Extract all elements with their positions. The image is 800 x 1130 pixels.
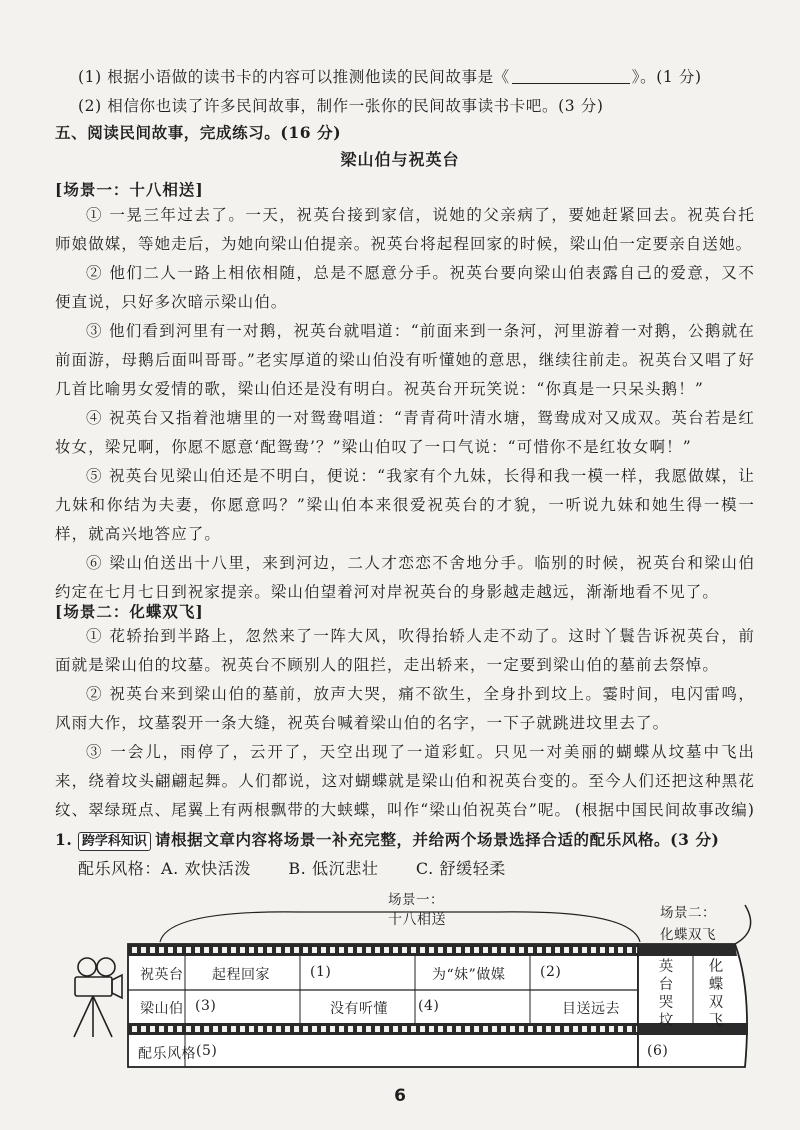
sprocket-hole [231, 1026, 236, 1032]
sprocket-hole [285, 947, 290, 953]
interdisciplinary-badge: 跨学科知识 [78, 832, 151, 851]
music-option-a[interactable]: A. 欢快活泼 [161, 859, 251, 878]
sprocket-hole [177, 947, 182, 953]
sprocket-hole [240, 1026, 245, 1032]
sprocket-hole [429, 947, 434, 953]
source-note: (根据中国民间故事改编) [574, 801, 755, 819]
scene1-paragraph: ⑤ 祝英台见梁山伯还是不明白，便说：“我家有个九妹，长得和我一模一样，我愿做媒，让九妹和你结为夫妻，你愿意吗？”梁山伯本来很爱祝英台的才貌，一听说九妹和她生得一模一样，就高兴地答应了。 [55, 467, 755, 543]
sprocket-hole [141, 1026, 146, 1032]
question-1-text: (1) 根据小语做的读书卡的内容可以推测他读的民间故事是《 [78, 68, 510, 86]
sprocket-hole [447, 1026, 452, 1032]
sprocket-hole [375, 947, 380, 953]
sprocket-hole [321, 947, 326, 953]
sprocket-hole [609, 1026, 614, 1032]
sprocket-hole [582, 1026, 587, 1032]
scene2-col1-text: 英台哭坟 [658, 959, 674, 1029]
sprocket-hole [285, 1026, 290, 1032]
sprocket-hole [195, 1026, 200, 1032]
sprocket-hole [195, 947, 200, 953]
scene1-title: 场景一： [388, 892, 444, 908]
sprocket-hole [330, 1026, 335, 1032]
sprocket-hole [267, 947, 272, 953]
sprocket-hole [186, 947, 191, 953]
sprocket-hole [582, 947, 587, 953]
answer-blank-3[interactable]: (3) [195, 998, 217, 1014]
sprocket-hole [564, 947, 569, 953]
sprocket-hole [465, 1026, 470, 1032]
music-options-label: 配乐风格： [78, 859, 162, 878]
sprocket-hole [492, 1026, 497, 1032]
scene2-col2-text: 化蝶双飞 [708, 959, 724, 1029]
sprocket-hole [402, 947, 407, 953]
sprocket-hole [528, 947, 533, 953]
sprocket-hole [150, 1026, 155, 1032]
sprocket-hole [600, 1026, 605, 1032]
cell-row2-col2: 没有听懂 [330, 1001, 388, 1017]
sprocket-hole [573, 947, 578, 953]
sprocket-hole [510, 947, 515, 953]
sprocket-hole [456, 947, 461, 953]
sprocket-hole [267, 1026, 272, 1032]
cell-row2-col4: 目送远去 [562, 1001, 620, 1017]
sprocket-hole [366, 947, 371, 953]
sprocket-hole [393, 1026, 398, 1032]
question-1-suffix: 》。(1 分) [631, 68, 702, 86]
sprocket-hole [519, 1026, 524, 1032]
sprocket-hole [564, 1026, 569, 1032]
sprocket-hole [420, 1026, 425, 1032]
sprocket-hole [627, 1026, 632, 1032]
sprocket-hole [591, 1026, 596, 1032]
cell-zhu-yingtai: 祝英台 [140, 967, 184, 983]
sprocket-hole [213, 947, 218, 953]
sprocket-hole [213, 1026, 218, 1032]
sprocket-hole [222, 947, 227, 953]
answer-blank-4[interactable]: (4) [418, 998, 440, 1014]
sprocket-hole [276, 947, 281, 953]
sprocket-hole [438, 947, 443, 953]
sprocket-hole [339, 947, 344, 953]
sprocket-hole [177, 1026, 182, 1032]
scene1-paragraph: ④ 祝英台又指着池塘里的一对鸳鸯唱道：“青青荷叶清水塘，鸳鸯成对又成双。英台若是红妆女，梁兄啊，你愿不愿意‘配鸳鸯’？”梁山伯叹了一口气说：“可惜你不是红妆女啊！” [55, 409, 755, 456]
scene1-paragraph: ① 一晃三年过去了。一天，祝英台接到家信，说她的父亲病了，要她赶紧回去。祝英台托师娘做媒，等她走后，为她向梁山伯提亲。祝英台将起程回家的时候，梁山伯一定要亲自送她。 [55, 206, 755, 253]
sprocket-hole [339, 1026, 344, 1032]
sprocket-hole [555, 1026, 560, 1032]
sprocket-hole [357, 1026, 362, 1032]
story-title: 梁山伯与祝英台 [340, 150, 460, 169]
sprocket-hole [492, 947, 497, 953]
sprocket-hole [132, 1026, 137, 1032]
music-row-label: 配乐风格 [138, 1046, 196, 1062]
exercise-prompt: 请根据文章内容将场景一补充完整，并给两个场景选择合适的配乐风格。(3 分) [154, 830, 720, 849]
page-number: 6 [394, 1086, 406, 1106]
sprocket-hole [519, 947, 524, 953]
sprocket-hole [546, 1026, 551, 1032]
scene1-paragraph: ② 他们二人一路上相依相随，总是不愿意分手。祝英台要向梁山伯表露自己的爱意，又不便直说，只好多次暗示梁山伯。 [55, 264, 755, 311]
sprocket-hole [132, 947, 137, 953]
sprocket-hole [483, 947, 488, 953]
sprocket-hole [600, 947, 605, 953]
sprocket-hole [348, 1026, 353, 1032]
scene1-label: [场景一：十八相送] [55, 180, 204, 199]
sprocket-hole [312, 947, 317, 953]
sprocket-hole [348, 947, 353, 953]
sprocket-hole [627, 947, 632, 953]
sprocket-hole [159, 947, 164, 953]
sprocket-hole [501, 1026, 506, 1032]
scene2-paragraph: ② 祝英台来到梁山伯的墓前，放声大哭，痛不欲生，全身扑到坟上。霎时间，电闪雷鸣，风雨大作，坟墓裂开一条大缝，祝英台喊着梁山伯的名字，一下子就跳进坟里去了。 [55, 685, 755, 732]
sprocket-hole [384, 1026, 389, 1032]
scene1-paragraph: ⑥ 梁山伯送出十八里，来到河边，二人才恋恋不舍地分手。临别的时候，祝英台和梁山伯约定在七月七日到祝家提亲。梁山伯望着河对岸祝英台的身影越走越远，渐渐地看不见了。 [55, 554, 755, 601]
sprocket-hole [168, 1026, 173, 1032]
sprocket-hole [483, 1026, 488, 1032]
sprocket-hole [141, 947, 146, 953]
answer-blank-5[interactable]: (5) [196, 1043, 218, 1059]
sprocket-hole [573, 1026, 578, 1032]
cell-liang-shanbo: 梁山伯 [140, 1001, 184, 1017]
sprocket-hole [438, 1026, 443, 1032]
cell-row1-col1: 起程回家 [212, 967, 270, 983]
sprocket-hole [357, 947, 362, 953]
sprocket-hole [537, 1026, 542, 1032]
scene2-title: 场景二： [660, 905, 716, 921]
sprocket-hole [609, 947, 614, 953]
sprocket-hole [249, 1026, 254, 1032]
scene1-paragraph: ③ 他们看到河里有一对鹅，祝英台就唱道：“前面来到一条河，河里游着一对鹅，公鹅就在前面游，母鹅后面叫哥哥。”老实厚道的梁山伯没有听懂她的意思，继续往前走。祝英台又唱了好几首比喻男女爱情的歌，梁山伯还是没有明白。祝英台开玩笑说：“你真是一只呆头鹅！” [55, 322, 755, 398]
sprocket-hole [411, 947, 416, 953]
sprocket-hole [312, 1026, 317, 1032]
sprocket-hole [366, 1026, 371, 1032]
sprocket-hole [447, 947, 452, 953]
sprocket-hole [186, 1026, 191, 1032]
section-heading: 五、阅读民间故事，完成练习。(16 分) [55, 123, 342, 142]
scene1-name: 十八相送 [388, 912, 446, 928]
answer-blank-6[interactable]: (6) [647, 1043, 669, 1059]
sprocket-hole [411, 1026, 416, 1032]
sprocket-hole [168, 947, 173, 953]
sprocket-hole [474, 1026, 479, 1032]
sprocket-hole [402, 1026, 407, 1032]
scene2-name: 化蝶双飞 [660, 927, 716, 943]
sprocket-hole [150, 947, 155, 953]
sprocket-hole [555, 947, 560, 953]
answer-blank-2[interactable]: (2) [540, 964, 562, 980]
sprocket-hole [384, 947, 389, 953]
exercise-number: 1. [55, 830, 73, 849]
music-option-b[interactable]: B. 低沉悲壮 [288, 859, 379, 878]
sprocket-hole [474, 947, 479, 953]
sprocket-hole [618, 947, 623, 953]
sprocket-hole [375, 1026, 380, 1032]
answer-blank-1[interactable]: (1) [310, 964, 332, 980]
sprocket-hole [510, 1026, 515, 1032]
sprocket-hole [420, 947, 425, 953]
sprocket-hole [330, 947, 335, 953]
sprocket-hole [204, 1026, 209, 1032]
sprocket-hole [465, 947, 470, 953]
sprocket-hole [321, 1026, 326, 1032]
sprocket-hole [528, 1026, 533, 1032]
scene2-paragraph: ① 花轿抬到半路上，忽然来了一阵大风，吹得抬轿人走不动了。这时丫鬟告诉祝英台，前面就是梁山伯的坟墓。祝英台不顾别人的阻拦，走出轿来，一定要到梁山伯的墓前去祭悼。 [55, 627, 755, 674]
sprocket-hole [231, 947, 236, 953]
cell-row1-col3: 为“妹”做媒 [432, 967, 506, 983]
scene2-paragraph-text: ③ 一会儿，雨停了，云开了，天空出现了一道彩虹。只见一对美丽的蝴蝶从坟墓中飞出来，绕着坟头翩翩起舞。人们都说，这对蝴蝶就是梁山伯和祝英台变的。至今人们还把这种黑花纹、翠绿斑点、尾翼上有两根飘带的大蛱蝶，叫作“梁山伯祝英台”呢。 [55, 743, 755, 819]
sprocket-hole [159, 1026, 164, 1032]
sprocket-hole [546, 947, 551, 953]
sprocket-hole [294, 1026, 299, 1032]
sprocket-hole [240, 947, 245, 953]
sprocket-hole [618, 1026, 623, 1032]
sprocket-hole [303, 947, 308, 953]
sprocket-hole [276, 1026, 281, 1032]
camera-icon [74, 958, 122, 1037]
sprocket-hole [204, 947, 209, 953]
sprocket-hole [249, 947, 254, 953]
sprocket-hole [303, 1026, 308, 1032]
sprocket-hole [393, 947, 398, 953]
music-option-c[interactable]: C. 舒缓轻柔 [415, 859, 506, 878]
sprocket-hole [537, 947, 542, 953]
scene2-label: [场景二：化蝶双飞] [55, 602, 204, 621]
sprocket-hole [429, 1026, 434, 1032]
sprocket-hole [591, 947, 596, 953]
sprocket-hole [456, 1026, 461, 1032]
sprocket-hole [294, 947, 299, 953]
sprocket-hole [501, 947, 506, 953]
question-2: (2) 相信你也读了许多民间故事，制作一张你的民间故事读书卡吧。(3 分) [78, 97, 604, 115]
sprocket-hole [222, 1026, 227, 1032]
sprocket-hole [258, 1026, 263, 1032]
sprocket-hole [258, 947, 263, 953]
